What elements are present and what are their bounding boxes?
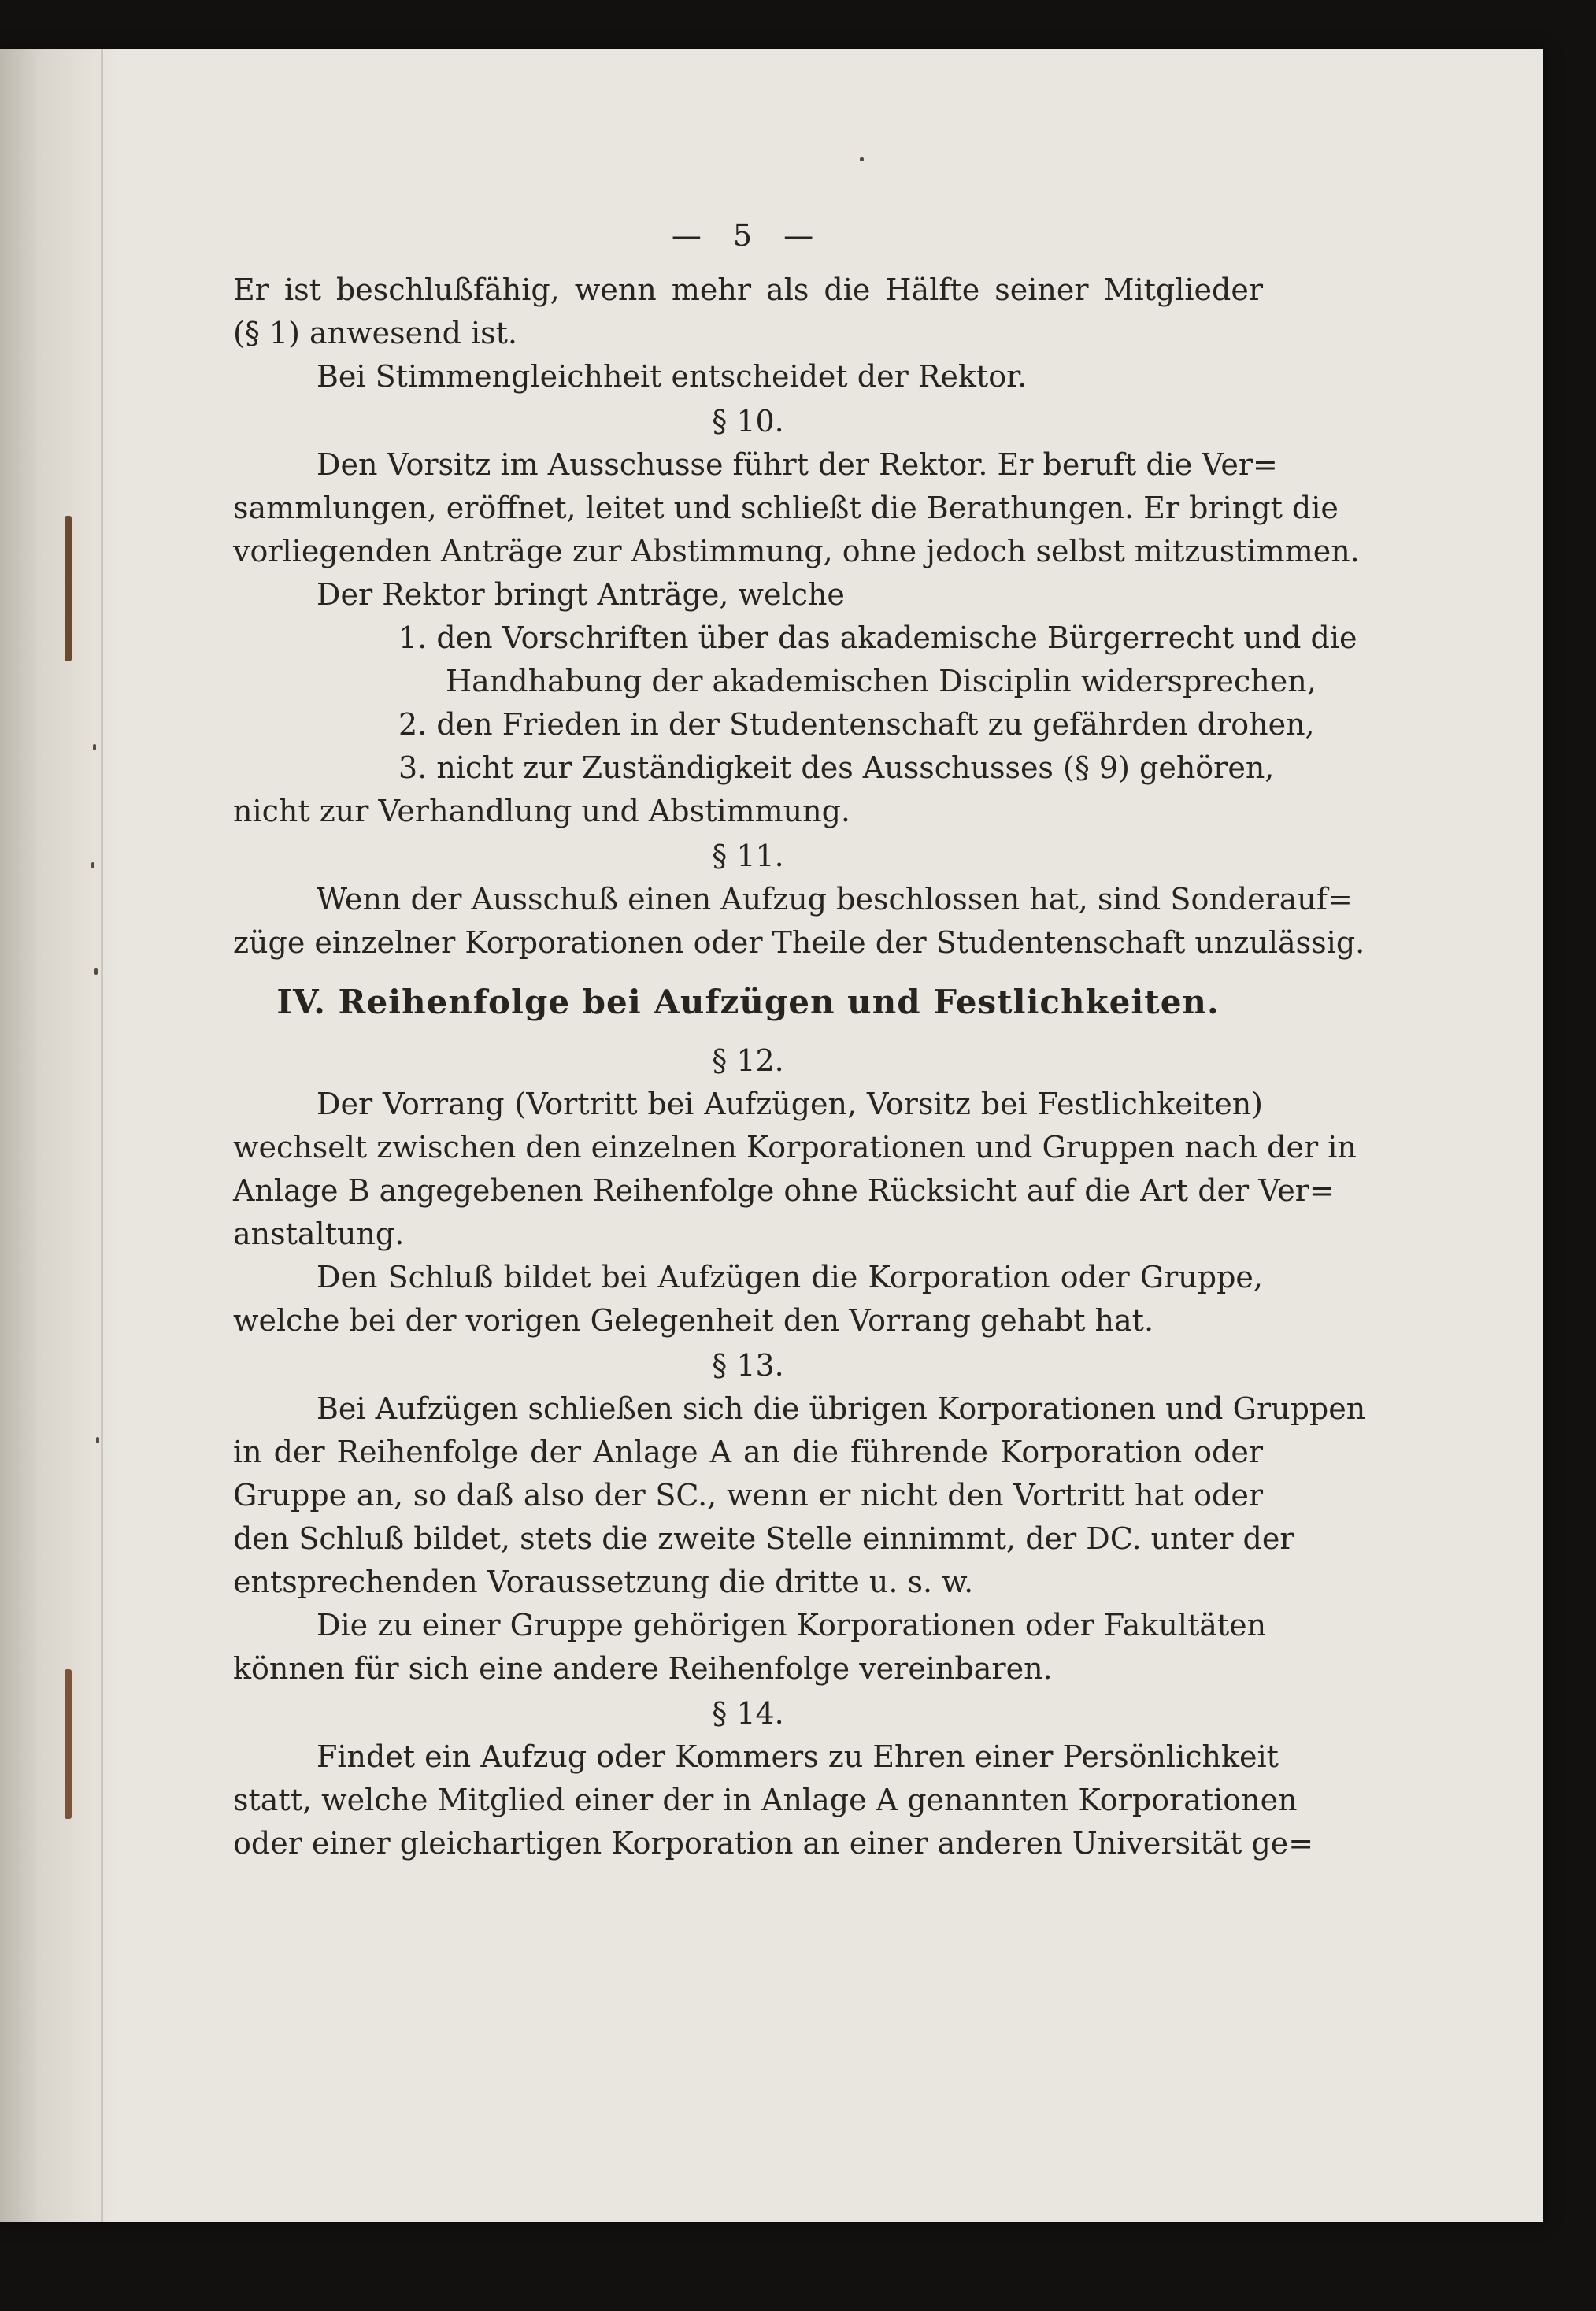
binding-fold [101, 49, 103, 2222]
text-line: können für sich eine andere Reihenfolge vereinbaren. [233, 1651, 1053, 1686]
paper-speck [94, 968, 98, 975]
text-line: Anlage B angegebenen Reihenfolge ohne Rücksicht auf die Art der Ver= [233, 1173, 1335, 1208]
text-line: Der Vorrang (Vortritt bei Aufzügen, Vorsitz bei Festlichkeiten) [317, 1087, 1263, 1121]
binding-thread-mark [65, 1669, 72, 1819]
section-heading: § 12. [712, 1043, 784, 1078]
text-line: statt, welche Mitglied einer der in Anlage A genannten Korporationen [233, 1783, 1298, 1817]
list-item: 1. den Vorschriften über das akademische Bürgerrecht und die [398, 620, 1357, 655]
list-item: 2. den Frieden in der Studentenschaft zu gefährden drohen, [398, 707, 1315, 742]
text-line: Wenn der Ausschuß einen Aufzug beschlossen hat, sind Sonderauf= [317, 882, 1353, 917]
page-number: — 5 — [671, 218, 825, 253]
text-line: Den Vorsitz im Ausschusse führt der Rektor. Er beruft die Ver= [317, 447, 1278, 482]
text-line: anstaltung. [233, 1217, 405, 1251]
text-line: oder einer gleichartigen Korporation an einer anderen Universität ge= [233, 1826, 1314, 1861]
text-line: in der Reihenfolge der Anlage A an die führende Korporation oder [233, 1435, 1263, 1469]
list-item-continuation: Handhabung der akademischen Disciplin widersprechen, [446, 664, 1316, 698]
paper-speck [96, 1437, 99, 1443]
text-line: nicht zur Verhandlung und Abstimmung. [233, 794, 850, 828]
text-line: Er ist beschlußfähig, wenn mehr als die Hälfte seiner Mitglieder [233, 272, 1263, 307]
text-line: Bei Stimmengleichheit entscheidet der Rektor. [317, 359, 1028, 394]
text-line: Findet ein Aufzug oder Kommers zu Ehren einer Persönlichkeit [317, 1739, 1279, 1774]
paper-speck [91, 862, 94, 868]
page-text [233, 214, 1366, 1865]
text-line: (§ 1) anwesend ist. [233, 316, 517, 350]
text-line: Die zu einer Gruppe gehörigen Korporationen oder Fakultäten [317, 1608, 1267, 1643]
section-heading: § 14. [712, 1696, 784, 1731]
text-line: Gruppe an, so daß also der SC., wenn er nicht den Vortritt hat oder [233, 1478, 1263, 1513]
text-line: Den Schluß bildet bei Aufzügen die Korporation oder Gruppe, [317, 1260, 1263, 1294]
text-line: Bei Aufzügen schließen sich die übrigen Korporationen und Gruppen [317, 1391, 1366, 1426]
section-heading: § 11. [712, 839, 784, 873]
paper-speck [860, 157, 864, 161]
binding-thread-mark [65, 516, 72, 661]
chapter-heading: IV. Reihenfolge bei Aufzügen und Festlichkeiten. [276, 983, 1220, 1021]
text-line: Der Rektor bringt Anträge, welche [317, 577, 845, 612]
text-line: sammlungen, eröffnet, leitet und schließt die Berathungen. Er bringt die [233, 491, 1339, 525]
paper-speck [93, 744, 96, 750]
section-heading: § 13. [712, 1348, 784, 1383]
text-line: vorliegenden Anträge zur Abstimmung, ohne jedoch selbst mitzustimmen. [233, 534, 1360, 568]
text-line: entsprechenden Voraussetzung die dritte u. s. w. [233, 1565, 974, 1599]
body-text [233, 269, 1366, 1865]
text-line: welche bei der vorigen Gelegenheit den Vorrang gehabt hat. [233, 1303, 1154, 1338]
text-line: züge einzelner Korporationen oder Theile der Studentenschaft unzulässig. [233, 925, 1365, 960]
list-item: 3. nicht zur Zuständigkeit des Ausschusses (§ 9) gehören, [398, 750, 1275, 785]
text-line: den Schluß bildet, stets die zweite Stelle einnimmt, der DC. unter der [233, 1521, 1294, 1556]
section-heading: § 10. [712, 404, 784, 439]
text-line: wechselt zwischen den einzelnen Korporationen und Gruppen nach der in [233, 1130, 1357, 1165]
